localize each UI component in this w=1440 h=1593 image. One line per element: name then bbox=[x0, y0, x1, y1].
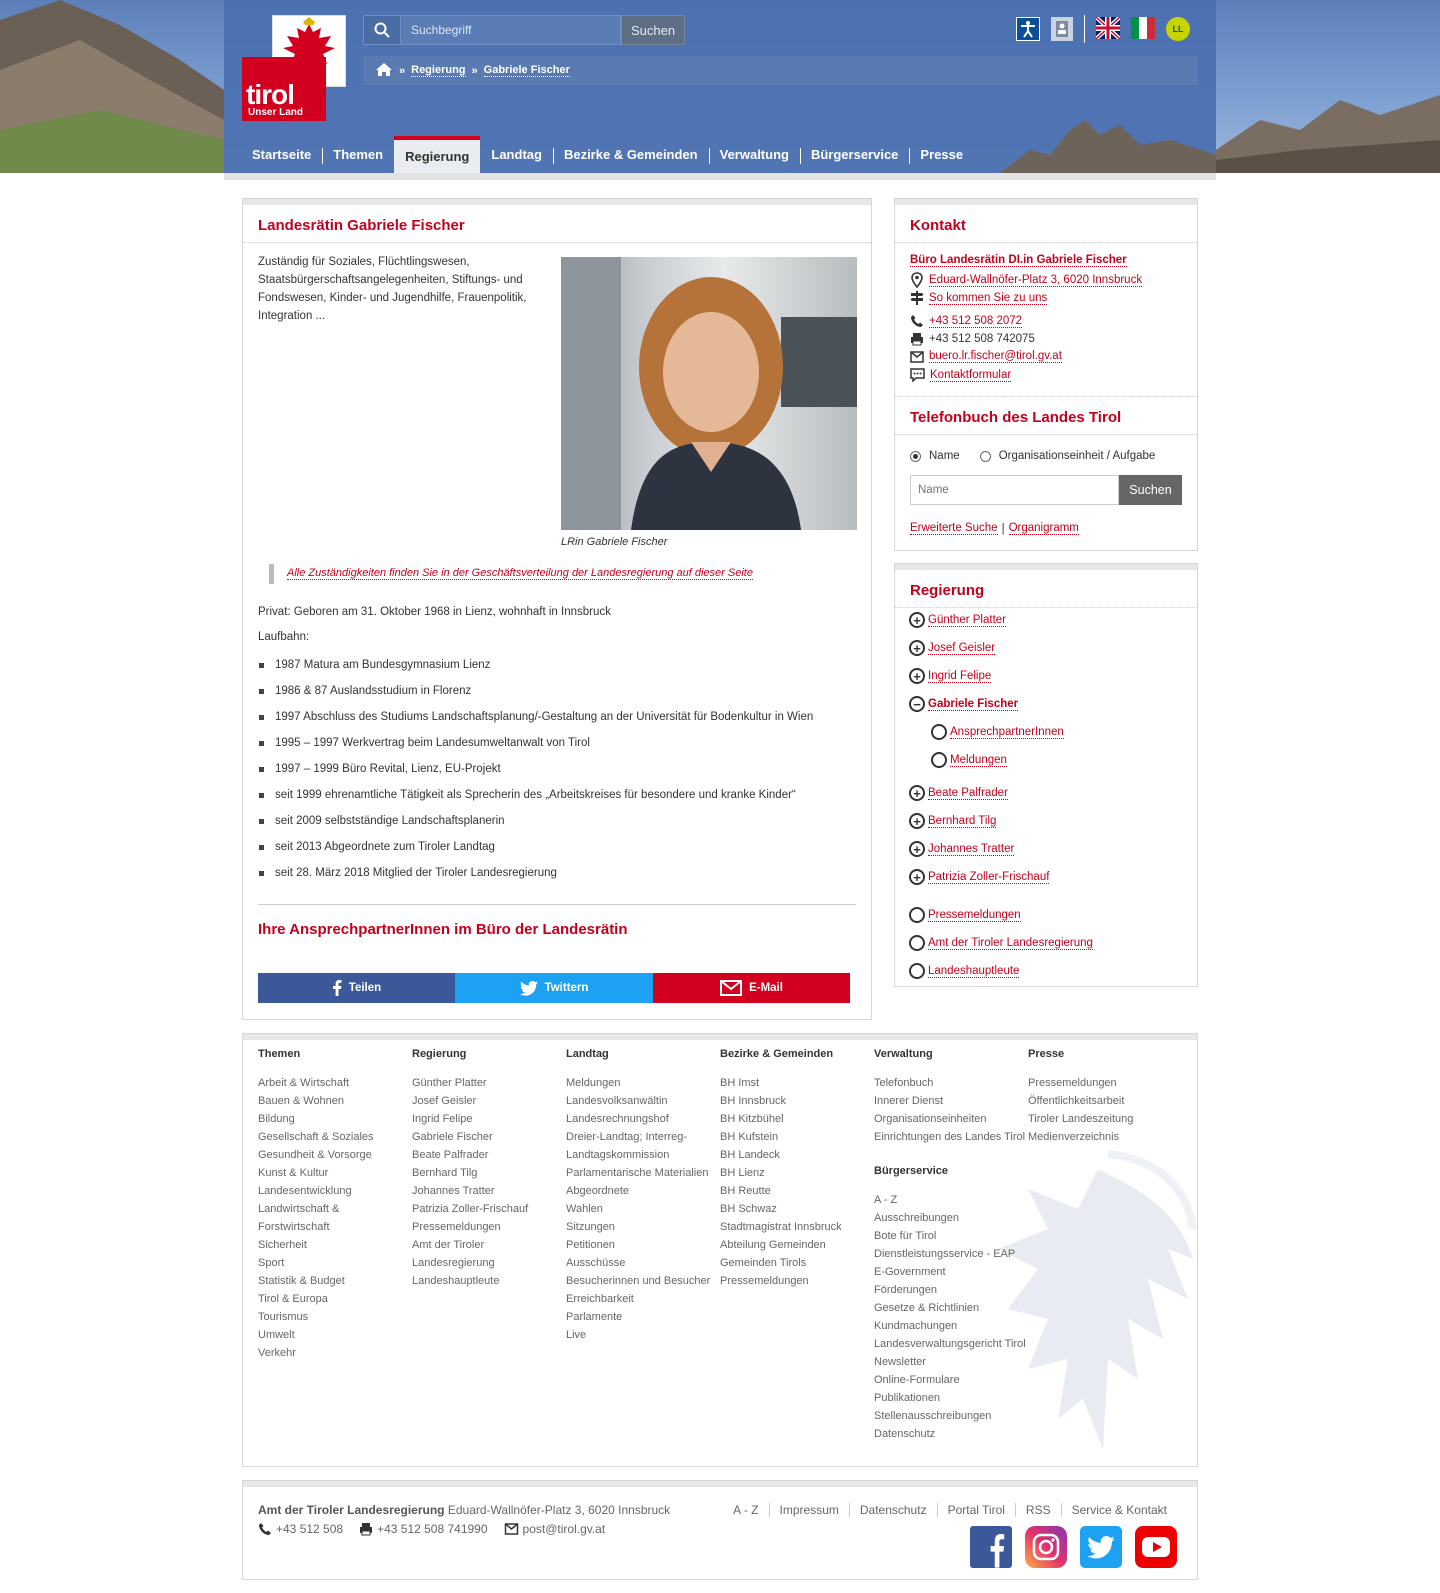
footer-link[interactable]: Wahlen bbox=[566, 1203, 603, 1215]
footer-link[interactable]: Landesvolksanwältin bbox=[566, 1095, 668, 1107]
member-link[interactable]: Johannes Tratter bbox=[928, 842, 1015, 855]
header-banner bbox=[0, 0, 1440, 173]
kontakt-divider bbox=[895, 242, 1197, 243]
footer-link[interactable]: Parlamente bbox=[566, 1311, 623, 1323]
nav-verwaltung[interactable]: Verwaltung bbox=[709, 136, 800, 173]
footer-link[interactable]: Pressemeldungen bbox=[720, 1275, 809, 1287]
footer-link[interactable]: Landesrechnungshof bbox=[566, 1113, 669, 1125]
expand-plus-icon: + bbox=[909, 869, 925, 885]
kontakt-office-link[interactable]: Büro Landesrätin DI.in Gabriele Fischer bbox=[910, 254, 1127, 266]
footer-col-landtag bbox=[566, 1048, 721, 1344]
footer-link[interactable]: Beate Palfrader bbox=[412, 1149, 489, 1161]
regierung-subitem[interactable] bbox=[931, 752, 1007, 768]
footer-link[interactable]: Dreier-Landtag; Interreg- bbox=[566, 1131, 688, 1143]
list-item: 1997 – 1999 Büro Revital, Lienz, EU-Projekt bbox=[258, 756, 858, 782]
share-facebook-label: Teilen bbox=[348, 982, 382, 994]
footer-link[interactable]: Landeshauptleute bbox=[412, 1275, 500, 1287]
footer-link[interactable]: Medienverzeichnis bbox=[1028, 1131, 1120, 1143]
footer-link[interactable]: Gabriele Fischer bbox=[412, 1131, 493, 1143]
expand-plus-icon: + bbox=[909, 841, 925, 857]
kontaktformular-link[interactable]: Kontaktformular bbox=[930, 368, 1012, 381]
main-nav bbox=[241, 136, 974, 173]
footer-link[interactable]: Sport bbox=[258, 1257, 285, 1269]
footer-link[interactable]: Bote für Tirol bbox=[874, 1230, 937, 1242]
list-item: 1986 & 87 Auslandsstudium in Florenz bbox=[258, 678, 858, 704]
breadcrumb-separator: » bbox=[471, 64, 478, 77]
footer-link[interactable]: Pressemeldungen bbox=[412, 1221, 501, 1233]
org-name: Amt der Tiroler Landesregierung bbox=[258, 1503, 445, 1517]
footer-col-title: Themen bbox=[258, 1048, 301, 1060]
footer-link[interactable]: Gesellschaft & Soziales bbox=[258, 1131, 374, 1143]
fax-number: +43 512 508 742075 bbox=[929, 333, 1035, 345]
regierung-item[interactable] bbox=[909, 841, 1014, 857]
privat-text: Privat: Geboren am 31. Oktober 1968 in Lienz, wohnhaft in Innsbruck bbox=[258, 606, 611, 618]
footer-link[interactable]: BH Kitzbühel bbox=[720, 1113, 784, 1125]
geschaeftsverteilung-link[interactable]: Alle Zuständigkeiten finden Sie in der Geschäftsverteilung der Landesregierung auf dieser Seite bbox=[287, 567, 753, 579]
footer-col-title: Landtag bbox=[566, 1048, 609, 1060]
kontakt-box bbox=[894, 198, 1198, 551]
mail-icon bbox=[720, 980, 742, 996]
telefonbuch-title: Telefonbuch des Landes Tirol bbox=[910, 409, 1122, 426]
regierung-other-item[interactable] bbox=[909, 963, 1019, 979]
nav-bezirke-gemeinden[interactable]: Bezirke & Gemeinden bbox=[553, 136, 709, 173]
regierung-divider bbox=[895, 607, 1197, 608]
footer-link[interactable]: Günther Platter bbox=[412, 1077, 487, 1089]
nav-presse[interactable]: Presse bbox=[909, 136, 974, 173]
phone-link[interactable]: +43 512 508 2072 bbox=[929, 314, 1023, 327]
footer-link[interactable]: Tiroler Landeszeitung bbox=[1028, 1113, 1134, 1125]
list-item: seit 1999 ehrenamtliche Tätigkeit als Sprecherin des „Arbeitskreises für besondere und kranke Kinder“ bbox=[258, 782, 858, 808]
breadcrumb-regierung[interactable]: Regierung bbox=[411, 64, 466, 76]
regierung-title: Regierung bbox=[910, 582, 985, 599]
list-item: 1995 – 1997 Werkvertrag beim Landesumweltanwalt von Tirol bbox=[258, 730, 858, 756]
member-link[interactable]: Josef Geisler bbox=[928, 641, 996, 654]
regierung-item[interactable] bbox=[909, 869, 1049, 885]
section-divider bbox=[258, 904, 856, 905]
sub-link[interactable]: AnsprechpartnerInnen bbox=[950, 725, 1064, 738]
footer-link[interactable]: Meldungen bbox=[566, 1077, 621, 1089]
member-link-active[interactable]: Gabriele Fischer bbox=[928, 697, 1019, 710]
footer-link[interactable]: Online-Formulare bbox=[874, 1374, 960, 1386]
accessibility-icon[interactable] bbox=[1016, 17, 1040, 41]
footer-link[interactable]: Patrizia Zoller-Frischauf bbox=[412, 1203, 529, 1215]
telefonbuch-divider bbox=[895, 434, 1197, 435]
footer-link[interactable]: BH Schwaz bbox=[720, 1203, 777, 1215]
portrait-photo bbox=[561, 257, 857, 530]
nav-themen[interactable]: Themen bbox=[322, 136, 394, 173]
expand-plus-icon: + bbox=[909, 640, 925, 656]
footer-link[interactable]: BH Reutte bbox=[720, 1185, 771, 1197]
envelope-icon bbox=[910, 351, 924, 363]
member-link[interactable]: Ingrid Felipe bbox=[928, 669, 992, 682]
site-search bbox=[363, 15, 685, 45]
phone-icon bbox=[258, 1522, 272, 1536]
footer-link[interactable]: Landtagskommission bbox=[566, 1149, 670, 1161]
footer-link[interactable]: Landesregierung bbox=[412, 1257, 495, 1269]
twitter-icon[interactable] bbox=[1080, 1526, 1122, 1568]
footer-col-regierung bbox=[412, 1048, 567, 1290]
regierung-item-active[interactable] bbox=[909, 696, 1018, 712]
member-link[interactable]: Patrizia Zoller-Frischauf bbox=[928, 870, 1050, 883]
radio-name[interactable] bbox=[910, 451, 921, 462]
expand-plus-icon: + bbox=[909, 668, 925, 684]
twitter-icon bbox=[520, 981, 538, 996]
expand-plus-icon: + bbox=[909, 612, 925, 628]
fax-icon bbox=[359, 1522, 373, 1536]
share-email-label: E-Mail bbox=[749, 982, 783, 994]
regierung-other-item[interactable] bbox=[909, 907, 1021, 923]
footer-link[interactable]: Ausschreibungen bbox=[874, 1212, 960, 1224]
breadcrumb bbox=[363, 56, 1198, 85]
footer-link[interactable]: Landesverwaltungsgericht Tirol bbox=[874, 1338, 1026, 1350]
erweiterte-suche-link[interactable]: Erweiterte Suche bbox=[910, 522, 998, 534]
contacts-title: Ihre AnsprechpartnerInnen im Büro der Landesrätin bbox=[258, 921, 628, 938]
breadcrumb-gabriele-fischer[interactable]: Gabriele Fischer bbox=[483, 64, 570, 76]
envelope-icon bbox=[504, 1523, 519, 1535]
circle-icon bbox=[931, 724, 947, 740]
footer-link[interactable]: Erreichbarkeit bbox=[566, 1293, 634, 1305]
regierung-item[interactable] bbox=[909, 813, 996, 829]
footer-link[interactable]: Verkehr bbox=[258, 1347, 296, 1359]
nav-buergerservice[interactable]: Bürgerservice bbox=[800, 136, 909, 173]
footer-link-datenschutz[interactable]: Datenschutz bbox=[849, 1503, 937, 1517]
list-item: seit 2009 selbstständige Landschaftsplanerin bbox=[258, 808, 858, 834]
footer-link[interactable]: Petitionen bbox=[566, 1239, 615, 1251]
footer-link-az[interactable]: A - Z bbox=[733, 1503, 759, 1517]
logo-subtext: Unser Land bbox=[248, 107, 304, 118]
footer-link[interactable]: Stadtmagistrat Innsbruck bbox=[720, 1221, 842, 1233]
footer-col-title: Verwaltung bbox=[874, 1048, 933, 1060]
footer-link-impressum[interactable]: Impressum bbox=[769, 1503, 849, 1517]
footer-link[interactable]: Statistik & Budget bbox=[258, 1275, 345, 1287]
nav-shadow bbox=[224, 173, 1216, 180]
email-link[interactable]: buero.lr.fischer@tirol.gv.at bbox=[929, 350, 1062, 362]
member-link[interactable]: Beate Palfrader bbox=[928, 786, 1008, 799]
list-item: seit 28. März 2018 Mitglied der Tiroler Landesregierung bbox=[258, 860, 858, 886]
footer-link[interactable]: Bernhard Tilg bbox=[412, 1167, 478, 1179]
footer-bottom bbox=[242, 1480, 1198, 1580]
footer-link[interactable]: Organisationseinheiten bbox=[874, 1113, 987, 1125]
member-link[interactable]: Günther Platter bbox=[928, 613, 1006, 626]
intro-text: Zuständig für Soziales, Flüchtlingswesen, Staatsbürgerschaftsangelegenheiten, Stiftungs- und Fondswesen, Kinder- und Jugendhilfe, Frauenpolitik, Integration ... bbox=[258, 256, 527, 322]
radio-org[interactable] bbox=[980, 451, 991, 462]
nav-landtag[interactable]: Landtag bbox=[491, 147, 542, 162]
footer-link[interactable]: Gemeinden Tirols bbox=[720, 1257, 807, 1269]
footer-link[interactable]: Sitzungen bbox=[566, 1221, 615, 1233]
list-item: 1987 Matura am Bundesgymnasium Lienz bbox=[258, 652, 858, 678]
footer-link[interactable]: Landwirtschaft & bbox=[258, 1203, 340, 1215]
expand-plus-icon: + bbox=[909, 785, 925, 801]
regierung-subitem[interactable] bbox=[931, 724, 1064, 740]
instagram-icon[interactable] bbox=[1025, 1526, 1067, 1568]
footer-link[interactable]: BH Imst bbox=[720, 1077, 760, 1089]
footer-col-presse bbox=[1028, 1048, 1183, 1146]
circle-icon bbox=[931, 752, 947, 768]
footer-col-verwaltung bbox=[874, 1048, 1029, 1443]
footer-link-rss[interactable]: RSS bbox=[1015, 1503, 1061, 1517]
footer-link[interactable]: Einrichtungen des Landes Tirol bbox=[874, 1131, 1026, 1143]
location-pin-icon bbox=[910, 272, 924, 288]
footer-link[interactable]: Ausschüsse bbox=[566, 1257, 626, 1269]
footer-link[interactable]: Amt der Tiroler bbox=[412, 1239, 485, 1251]
footer-col-title: Bezirke & Gemeinden bbox=[720, 1048, 834, 1060]
nav-regierung[interactable]: Regierung bbox=[394, 136, 480, 173]
footer-link[interactable]: BH Lienz bbox=[720, 1167, 765, 1179]
org-address: Eduard-Wallnöfer-Platz 3, 6020 Innsbruck bbox=[447, 1503, 671, 1517]
list-item: 1997 Abschluss des Studiums Landschaftsplanung/-Gestaltung an der Universität für Bodenkultur in Wien bbox=[258, 704, 858, 730]
footer-link[interactable]: Publikationen bbox=[874, 1392, 941, 1404]
footer-link[interactable]: Innerer Dienst bbox=[874, 1095, 944, 1107]
footer-link[interactable]: Abgeordnete bbox=[566, 1185, 629, 1197]
footer-link[interactable]: Newsletter bbox=[874, 1356, 926, 1368]
kontakt-address-link[interactable]: Eduard-Wallnöfer-Platz 3, 6020 Innsbruck bbox=[929, 273, 1143, 286]
footer-link[interactable]: Gesundheit & Vorsorge bbox=[258, 1149, 372, 1161]
laufbahn-label: Laufbahn: bbox=[258, 631, 310, 643]
footer-col-themen bbox=[258, 1048, 413, 1362]
note-bar bbox=[269, 564, 274, 584]
footer-link[interactable]: Bildung bbox=[258, 1113, 295, 1125]
circle-icon bbox=[909, 907, 925, 923]
header-tools bbox=[1016, 16, 1190, 42]
leichter-lesen-icon[interactable]: LL bbox=[1166, 17, 1190, 41]
footer-link-portal[interactable]: Portal Tirol bbox=[937, 1503, 1015, 1517]
org-phone: +43 512 508 bbox=[276, 1522, 344, 1536]
organigramm-link[interactable]: Organigramm bbox=[1008, 522, 1079, 534]
footer-link[interactable]: A - Z bbox=[874, 1194, 898, 1206]
org-contact-line bbox=[258, 1522, 605, 1536]
regierung-item[interactable] bbox=[909, 668, 991, 684]
nav-startseite[interactable]: Startseite bbox=[252, 147, 312, 162]
footer-link[interactable]: Sicherheit bbox=[258, 1239, 307, 1251]
logo-text: tirol bbox=[246, 79, 294, 110]
footer-link[interactable]: Datenschutz bbox=[874, 1428, 936, 1440]
footer-link[interactable]: Kundmachungen bbox=[874, 1320, 958, 1332]
footer-link[interactable]: BH Landeck bbox=[720, 1149, 780, 1161]
mountain-peaks bbox=[1000, 110, 1216, 173]
italy-flag-icon[interactable] bbox=[1131, 17, 1155, 42]
share-twitter-label: Twittern bbox=[544, 982, 589, 994]
footer-link[interactable]: Johannes Tratter bbox=[412, 1185, 495, 1197]
org-fax: +43 512 508 741990 bbox=[377, 1522, 488, 1536]
share-email-button[interactable] bbox=[653, 973, 850, 1003]
photo-caption: LRin Gabriele Fischer bbox=[561, 536, 668, 548]
title-divider bbox=[243, 242, 871, 243]
tirol-logo[interactable] bbox=[242, 15, 346, 121]
footer-link[interactable]: BH Kufstein bbox=[720, 1131, 779, 1143]
home-icon[interactable] bbox=[375, 62, 393, 80]
footer-col-bezirke bbox=[720, 1048, 875, 1290]
tools-divider bbox=[1084, 15, 1085, 43]
footer-link[interactable]: Gesetze & Richtlinien bbox=[874, 1302, 980, 1314]
footer-link[interactable]: E-Government bbox=[874, 1266, 946, 1278]
footer-link[interactable]: Förderungen bbox=[874, 1284, 937, 1296]
regierung-item[interactable] bbox=[909, 612, 1006, 628]
footer-link[interactable]: Pressemeldungen bbox=[1028, 1077, 1117, 1089]
search-button[interactable]: Suchen bbox=[621, 15, 685, 45]
footer-col-title: Presse bbox=[1028, 1048, 1065, 1060]
regierung-item[interactable] bbox=[909, 640, 995, 656]
footer-link[interactable]: Arbeit & Wirtschaft bbox=[258, 1077, 350, 1089]
uk-flag-icon[interactable] bbox=[1096, 17, 1120, 42]
regierung-other-item[interactable] bbox=[909, 935, 1093, 951]
kontakt-divider bbox=[895, 396, 1197, 397]
member-link[interactable]: Bernhard Tilg bbox=[928, 814, 997, 827]
footer-link[interactable]: BH Innsbruck bbox=[720, 1095, 787, 1107]
footer-link[interactable]: Telefonbuch bbox=[874, 1077, 934, 1089]
footer-link[interactable]: Landesentwicklung bbox=[258, 1185, 352, 1197]
footer-link[interactable]: Stellenausschreibungen bbox=[874, 1410, 992, 1422]
circle-icon bbox=[909, 935, 925, 951]
footer-link[interactable]: Kunst & Kultur bbox=[258, 1167, 329, 1179]
youtube-icon[interactable] bbox=[1135, 1526, 1177, 1568]
circle-icon bbox=[909, 963, 925, 979]
speech-bubble-icon bbox=[910, 368, 925, 382]
footer-link[interactable]: Besucherinnen und Besucher bbox=[566, 1275, 711, 1287]
footer-link[interactable]: Umwelt bbox=[258, 1329, 295, 1341]
radio-org-label: Organisationseinheit / Aufgabe bbox=[998, 450, 1156, 462]
laufbahn-list bbox=[258, 652, 858, 886]
other-link[interactable]: Amt der Tiroler Landesregierung bbox=[928, 936, 1093, 949]
page-title: Landesrätin Gabriele Fischer bbox=[258, 217, 465, 234]
footer-link[interactable]: Josef Geisler bbox=[412, 1095, 477, 1107]
share-twitter-button[interactable] bbox=[455, 973, 653, 1003]
footer-col-title: Regierung bbox=[412, 1048, 467, 1060]
social-links bbox=[970, 1526, 1177, 1568]
radio-name-label: Name bbox=[929, 450, 960, 462]
org-line bbox=[258, 1503, 670, 1517]
telefonbuch-input[interactable] bbox=[910, 475, 1119, 505]
footer-link[interactable]: Ingrid Felipe bbox=[412, 1113, 473, 1125]
other-link[interactable]: Pressemeldungen bbox=[928, 908, 1021, 921]
collapse-minus-icon: − bbox=[909, 696, 925, 712]
regierung-box bbox=[894, 563, 1198, 987]
easy-read-icon[interactable] bbox=[1051, 17, 1073, 41]
kontakt-title: Kontakt bbox=[910, 217, 966, 234]
main-content bbox=[242, 198, 872, 1020]
facebook-icon[interactable] bbox=[970, 1526, 1012, 1568]
share-facebook-button[interactable] bbox=[258, 973, 455, 1003]
regierung-item[interactable] bbox=[909, 785, 1008, 801]
search-input[interactable] bbox=[401, 15, 621, 45]
fax-icon bbox=[910, 332, 924, 346]
footer-link[interactable]: Live bbox=[566, 1329, 587, 1341]
footer-link[interactable]: Bauen & Wohnen bbox=[258, 1095, 345, 1107]
org-email[interactable]: post@tirol.gv.at bbox=[522, 1522, 606, 1536]
footer-link[interactable]: Tirol & Europa bbox=[258, 1293, 328, 1305]
facebook-icon bbox=[332, 980, 342, 996]
link-separator: | bbox=[1001, 522, 1005, 535]
footer-link[interactable]: Forstwirtschaft bbox=[258, 1221, 330, 1233]
footer-link-service[interactable]: Service & Kontakt bbox=[1061, 1503, 1177, 1517]
footer-link[interactable]: Öffentlichkeitsarbeit bbox=[1028, 1095, 1125, 1107]
footer-link[interactable]: Abteilung Gemeinden bbox=[720, 1239, 826, 1251]
expand-plus-icon: + bbox=[909, 813, 925, 829]
sub-link[interactable]: Meldungen bbox=[950, 753, 1007, 766]
search-icon[interactable] bbox=[363, 15, 401, 45]
footer-link[interactable]: Tourismus bbox=[258, 1311, 309, 1323]
footer-links bbox=[723, 1503, 1177, 1517]
other-link[interactable]: Landeshauptleute bbox=[928, 964, 1020, 977]
list-item: seit 2013 Abgeordnete zum Tiroler Landtag bbox=[258, 834, 858, 860]
breadcrumb-separator: » bbox=[399, 64, 406, 77]
footer-col-title: Bürgerservice bbox=[874, 1165, 948, 1177]
phone-icon bbox=[910, 314, 924, 328]
footer-link[interactable]: Dienstleistungsservice - EAP bbox=[874, 1248, 1016, 1260]
signpost-icon bbox=[910, 290, 924, 306]
telefonbuch-search-button[interactable]: Suchen bbox=[1119, 475, 1182, 505]
footer-link[interactable]: Parlamentarische Materialien bbox=[566, 1167, 709, 1179]
directions-link[interactable]: So kommen Sie zu uns bbox=[929, 291, 1048, 304]
